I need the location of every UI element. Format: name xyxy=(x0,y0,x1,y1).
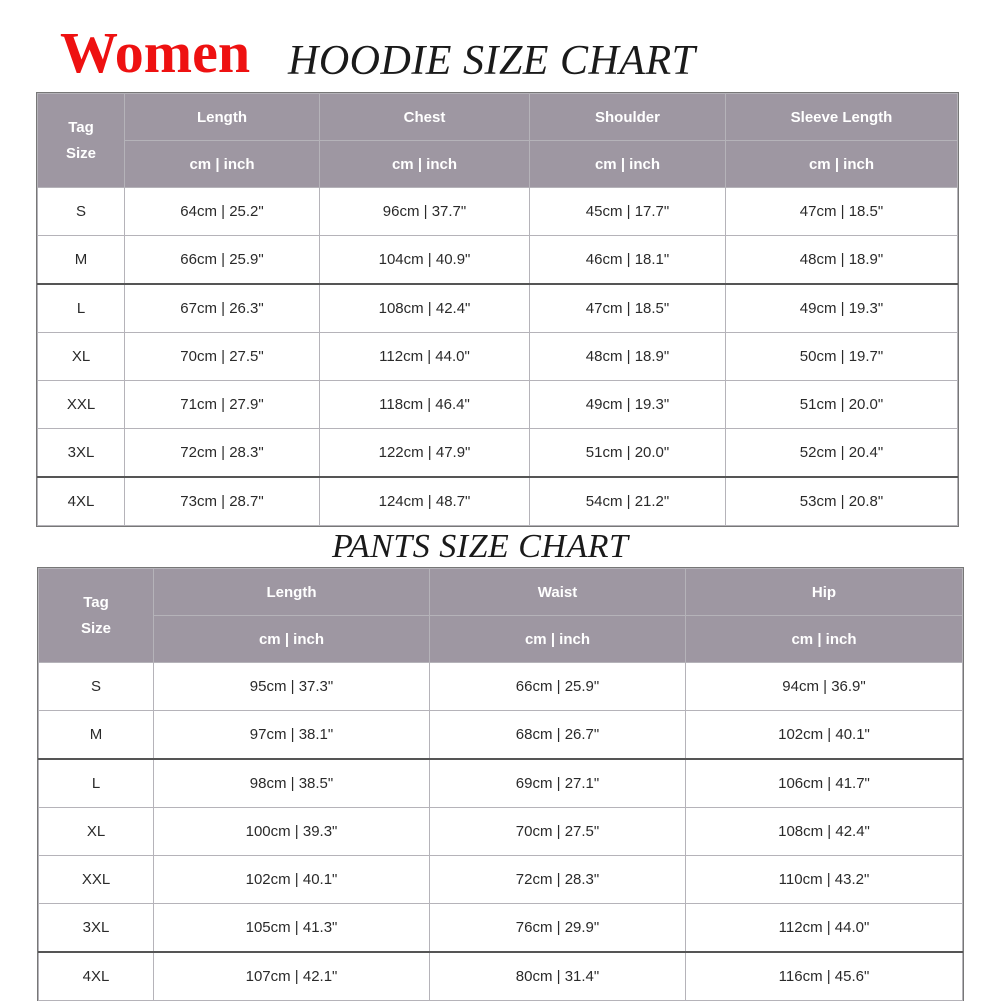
table-cell: 94cm | 36.9" xyxy=(686,663,963,711)
table-cell: 76cm | 29.9" xyxy=(430,904,686,953)
pants-row-4xl xyxy=(39,952,963,1001)
table-cell: 105cm | 41.3" xyxy=(154,904,430,953)
pants-row-l xyxy=(39,759,963,808)
table-cell: 64cm | 25.2" xyxy=(125,188,320,236)
pants-col-waist: Waist xyxy=(430,569,686,616)
table-cell: 66cm | 25.9" xyxy=(125,236,320,285)
table-cell: 48cm | 18.9" xyxy=(726,236,958,285)
table-cell: 72cm | 28.3" xyxy=(125,429,320,478)
pants-col-hip: Hip xyxy=(686,569,963,616)
table-cell: 108cm | 42.4" xyxy=(686,808,963,856)
hoodie-row-4xl xyxy=(38,477,958,526)
table-cell: 106cm | 41.7" xyxy=(686,759,963,808)
hoodie-row-s xyxy=(38,188,958,236)
hoodie-unit-row xyxy=(38,141,958,188)
hoodie-unit-label: cm | inch xyxy=(125,141,320,188)
hoodie-tag-size-header xyxy=(38,94,125,188)
table-cell: 73cm | 28.7" xyxy=(125,477,320,526)
table-cell: 116cm | 45.6" xyxy=(686,952,963,1001)
hoodie-unit-label: cm | inch xyxy=(530,141,726,188)
size-label: 4XL xyxy=(38,477,125,526)
pants-tag-size-header xyxy=(39,569,154,663)
hoodie-row-xxl xyxy=(38,381,958,429)
hoodie-tag-header-text: Tag Size xyxy=(65,118,96,162)
table-cell: 53cm | 20.8" xyxy=(726,477,958,526)
table-cell: 70cm | 27.5" xyxy=(430,808,686,856)
size-label: XXL xyxy=(39,856,154,904)
table-cell: 108cm | 42.4" xyxy=(320,284,530,333)
hoodie-row-m xyxy=(38,236,958,285)
table-cell: 97cm | 38.1" xyxy=(154,711,430,760)
hoodie-size-chart-title: HOODIE SIZE CHART xyxy=(288,38,696,84)
pants-size-chart-title: PANTS SIZE CHART xyxy=(332,528,629,565)
size-label: L xyxy=(38,284,125,333)
hoodie-col-sleeve-length: Sleeve Length xyxy=(726,94,958,141)
table-cell: 72cm | 28.3" xyxy=(430,856,686,904)
table-cell: 54cm | 21.2" xyxy=(530,477,726,526)
pants-size-table xyxy=(38,568,963,1001)
table-cell: 51cm | 20.0" xyxy=(530,429,726,478)
table-cell: 52cm | 20.4" xyxy=(726,429,958,478)
table-cell: 45cm | 17.7" xyxy=(530,188,726,236)
hoodie-size-table xyxy=(37,93,958,526)
table-cell: 48cm | 18.9" xyxy=(530,333,726,381)
women-title: Women xyxy=(60,20,251,85)
pants-row-3xl xyxy=(39,904,963,953)
table-cell: 102cm | 40.1" xyxy=(686,711,963,760)
pants-tag-header-text: Tag Size xyxy=(80,593,111,637)
size-label: S xyxy=(38,188,125,236)
size-label: XXL xyxy=(38,381,125,429)
table-cell: 50cm | 19.7" xyxy=(726,333,958,381)
hoodie-col-length: Length xyxy=(125,94,320,141)
table-cell: 68cm | 26.7" xyxy=(430,711,686,760)
table-cell: 70cm | 27.5" xyxy=(125,333,320,381)
size-label: 4XL xyxy=(39,952,154,1001)
hoodie-col-chest: Chest xyxy=(320,94,530,141)
table-cell: 104cm | 40.9" xyxy=(320,236,530,285)
table-cell: 47cm | 18.5" xyxy=(530,284,726,333)
table-cell: 95cm | 37.3" xyxy=(154,663,430,711)
table-cell: 107cm | 42.1" xyxy=(154,952,430,1001)
table-cell: 47cm | 18.5" xyxy=(726,188,958,236)
pants-row-xxl xyxy=(39,856,963,904)
table-cell: 67cm | 26.3" xyxy=(125,284,320,333)
hoodie-unit-label: cm | inch xyxy=(320,141,530,188)
hoodie-unit-label: cm | inch xyxy=(726,141,958,188)
size-label: M xyxy=(38,236,125,285)
size-label: XL xyxy=(38,333,125,381)
table-cell: 124cm | 48.7" xyxy=(320,477,530,526)
table-cell: 98cm | 38.5" xyxy=(154,759,430,808)
table-cell: 112cm | 44.0" xyxy=(320,333,530,381)
table-cell: 80cm | 31.4" xyxy=(430,952,686,1001)
table-cell: 102cm | 40.1" xyxy=(154,856,430,904)
pants-unit-label: cm | inch xyxy=(686,616,963,663)
pants-col-length: Length xyxy=(154,569,430,616)
pants-row-s xyxy=(39,663,963,711)
table-cell: 100cm | 39.3" xyxy=(154,808,430,856)
hoodie-row-xl xyxy=(38,333,958,381)
table-cell: 122cm | 47.9" xyxy=(320,429,530,478)
pants-unit-label: cm | inch xyxy=(154,616,430,663)
table-cell: 66cm | 25.9" xyxy=(430,663,686,711)
size-label: 3XL xyxy=(39,904,154,953)
table-cell: 112cm | 44.0" xyxy=(686,904,963,953)
size-label: M xyxy=(39,711,154,760)
table-cell: 46cm | 18.1" xyxy=(530,236,726,285)
pants-unit-row xyxy=(39,616,963,663)
size-label: 3XL xyxy=(38,429,125,478)
size-label: S xyxy=(39,663,154,711)
table-cell: 69cm | 27.1" xyxy=(430,759,686,808)
table-cell: 49cm | 19.3" xyxy=(530,381,726,429)
table-cell: 49cm | 19.3" xyxy=(726,284,958,333)
pants-row-xl xyxy=(39,808,963,856)
pants-row-m xyxy=(39,711,963,760)
hoodie-col-shoulder: Shoulder xyxy=(530,94,726,141)
hoodie-row-l xyxy=(38,284,958,333)
hoodie-row-3xl xyxy=(38,429,958,478)
pants-unit-label: cm | inch xyxy=(430,616,686,663)
table-cell: 96cm | 37.7" xyxy=(320,188,530,236)
size-label: L xyxy=(39,759,154,808)
hoodie-header-row xyxy=(38,94,958,141)
size-label: XL xyxy=(39,808,154,856)
pants-header-row xyxy=(39,569,963,616)
table-cell: 118cm | 46.4" xyxy=(320,381,530,429)
table-cell: 51cm | 20.0" xyxy=(726,381,958,429)
table-cell: 110cm | 43.2" xyxy=(686,856,963,904)
table-cell: 71cm | 27.9" xyxy=(125,381,320,429)
